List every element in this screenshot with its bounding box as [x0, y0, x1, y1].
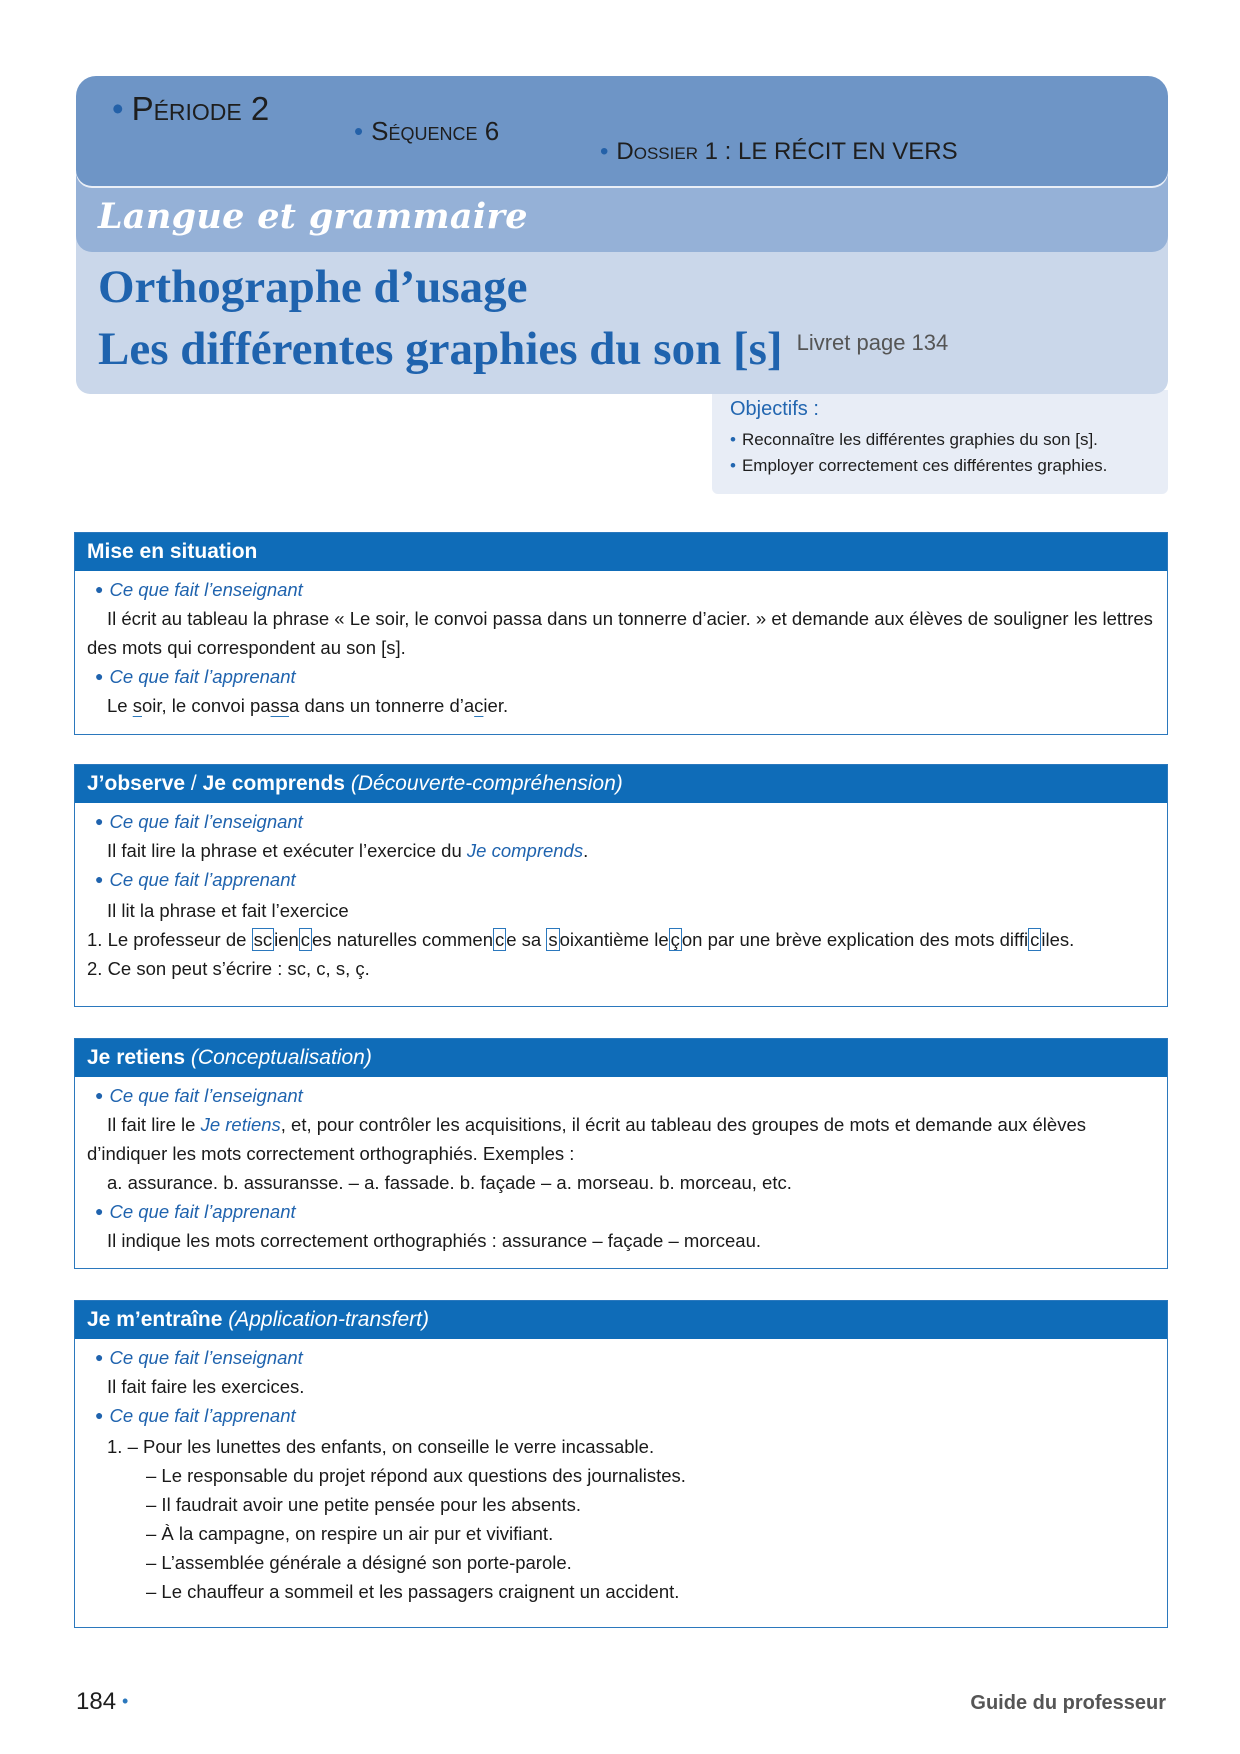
role-apprenant: ● Ce que fait l’apprenant — [95, 869, 296, 890]
teacher-text: Il fait lire le Je retiens, et, pour contrôler les acquisitions, il écrit au tableau des groupes de mots et demande aux élèves d’indiquer les mots correctement orthographiés. Exemples : — [87, 1114, 1086, 1164]
bullet-icon: • — [112, 90, 124, 127]
role-enseignant: ● Ce que fait l’enseignant — [95, 811, 303, 832]
student-text: Il lit la phrase et fait l’exercice — [107, 900, 349, 921]
role-enseignant: ● Ce que fait l’enseignant — [95, 1085, 303, 1106]
underlined-letters: s — [132, 695, 142, 716]
breadcrumb-dossier: • Dossier 1 : LE RÉCIT EN VERS — [600, 138, 958, 165]
section-mise-en-situation — [74, 532, 1168, 735]
bullet-icon: ● — [95, 1349, 104, 1365]
subject-title: Langue et grammaire — [98, 196, 528, 237]
role-enseignant: ● Ce que fait l’enseignant — [95, 1347, 303, 1368]
livret-reference: Livret page 134 — [796, 330, 949, 355]
examples-text: a. assurance. b. assuransse. – a. fassade. b. façade – a. morseau. b. morceau, etc. — [107, 1172, 792, 1193]
role-enseignant: ● Ce que fait l’enseignant — [95, 579, 303, 600]
header-banner — [76, 76, 1168, 394]
objectives-title: Objectifs : — [730, 398, 819, 420]
breadcrumb-sequence: • Séquence 6 — [354, 116, 500, 146]
section-observe-comprends — [74, 764, 1168, 1007]
bullet-icon: • — [730, 456, 736, 475]
boxed-letters: c — [300, 929, 311, 950]
boxed-letters: c — [1030, 929, 1040, 950]
student-text: Il indique les mots correctement orthographiés : assurance – façade – morceau. — [107, 1230, 762, 1251]
section-header: Mise en situation — [75, 533, 1167, 571]
bullet-icon: • — [730, 430, 736, 449]
teacher-text: Il fait lire la phrase et exécuter l’exercice du Je comprends. — [107, 840, 589, 861]
breadcrumb-band — [76, 76, 1168, 186]
page-title-text: Les différentes graphies du son [s] — [98, 323, 783, 375]
list-item: – Le responsable du projet répond aux questions des journalistes. — [146, 1465, 686, 1486]
boxed-letters: s — [548, 929, 558, 950]
list-item: – Le chauffeur a sommeil et les passagers craignent un accident. — [146, 1581, 680, 1602]
footer-guide-label: Guide du professeur — [970, 1692, 1166, 1714]
page-title-line1: Orthographe d’usage — [98, 261, 528, 313]
underlined-letters: ss — [270, 695, 290, 716]
section-header: Je retiens (Conceptualisation) — [75, 1039, 1167, 1077]
bullet-icon: ● — [95, 813, 104, 829]
boxed-letters: ç — [670, 929, 680, 950]
list-item: – Il faudrait avoir une petite pensée pour les absents. — [146, 1494, 582, 1515]
section-body — [75, 1077, 1167, 1261]
student-answer-2: 2. Ce son peut s’écrire : sc, c, s, ç. — [87, 958, 370, 979]
role-apprenant: ● Ce que fait l’apprenant — [95, 1405, 296, 1426]
list-item: 1. – Pour les lunettes des enfants, on conseille le verre incassable. — [107, 1436, 655, 1457]
objective-item: • Employer correctement ces différentes graphies. — [730, 456, 1108, 475]
bullet-icon: ● — [95, 1407, 104, 1423]
role-apprenant: ● Ce que fait l’apprenant — [95, 1201, 296, 1222]
objective-item: • Reconnaître les différentes graphies du son [s]. — [730, 430, 1098, 449]
section-header: Je m’entraîne (Application-transfert) — [75, 1301, 1167, 1339]
page-number: 184 • — [76, 1688, 129, 1715]
bullet-icon: ● — [95, 1203, 104, 1219]
page-title-line2 — [98, 322, 948, 376]
teacher-text: Il fait faire les exercices. — [107, 1376, 305, 1397]
section-header: J’observe / Je comprends (Découverte-compréhension) — [75, 765, 1167, 803]
bullet-icon: ● — [95, 871, 104, 887]
student-answer-1: 1. Le professeur de sc ien c es naturelles commen c e sa s oixantième le ç on par une brève explication des mots diffi c iles. — [87, 929, 1075, 950]
bullet-icon: ● — [95, 1087, 104, 1103]
section-body — [75, 571, 1167, 726]
list-item: – À la campagne, on respire un air pur et vivifiant. — [146, 1523, 554, 1544]
title-band — [76, 232, 1168, 394]
section-body — [75, 1339, 1167, 1612]
teacher-text: Il écrit au tableau la phrase « Le soir, le convoi passa dans un tonnerre d’acier. » et demande aux élèves de souligner les lettres des mots qui correspondent au son [s]. — [87, 608, 1153, 658]
bullet-icon: • — [122, 1691, 129, 1711]
bullet-icon: ● — [95, 668, 104, 684]
bullet-icon: ● — [95, 581, 104, 597]
underlined-letters: c — [474, 695, 484, 716]
objectives-box — [712, 390, 1168, 494]
role-apprenant: ● Ce que fait l’apprenant — [95, 666, 296, 687]
student-answer: Le soir, le convoi passa dans un tonnerre d’acier. — [107, 695, 509, 716]
section-je-retiens — [74, 1038, 1168, 1269]
list-item: – L’assemblée générale a désigné son porte-parole. — [146, 1552, 572, 1573]
section-je-m-entraine — [74, 1300, 1168, 1628]
section-body — [75, 803, 1167, 989]
boxed-letters: c — [495, 929, 505, 950]
bullet-icon: • — [600, 138, 609, 165]
boxed-letters: sc — [253, 929, 273, 950]
breadcrumb-periode: • Période 2 — [112, 90, 270, 127]
bullet-icon: • — [354, 116, 364, 146]
